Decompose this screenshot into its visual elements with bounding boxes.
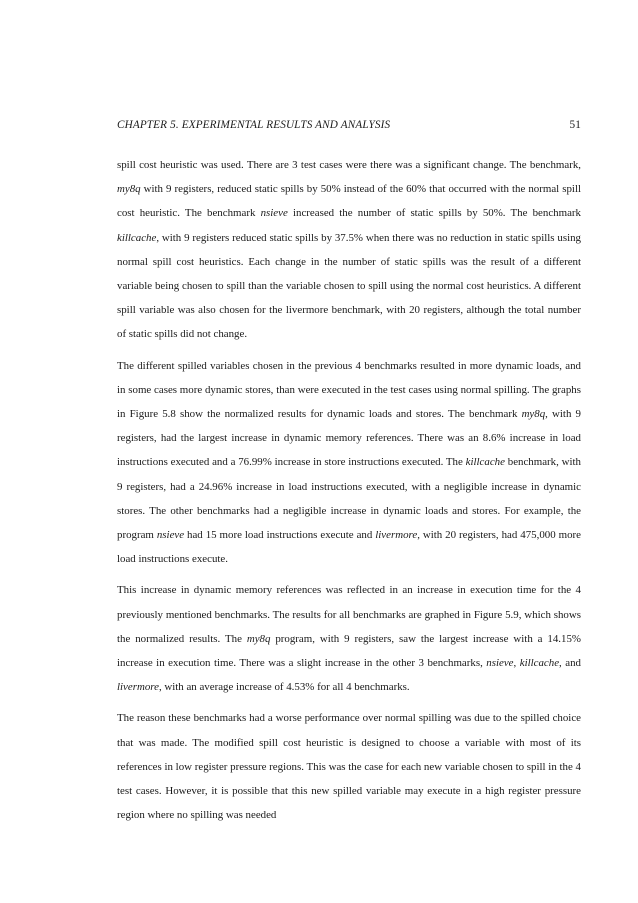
paragraph (117, 578, 581, 699)
benchmark-name: killcache (465, 456, 505, 469)
paragraph (117, 706, 581, 827)
text-run: , and (559, 657, 581, 670)
benchmark-name: my8q (117, 183, 141, 196)
benchmark-name: my8q (246, 632, 271, 645)
benchmark-name: killcache (519, 657, 560, 670)
text-run: benchmark, with 9 registers, had a 24.96% increase in load instructions executed, with a negligible increase in dynamic stores. The other benchmarks had a negligible increase in dynamic loads and stores. For example, the program (117, 456, 581, 542)
benchmark-name: nsieve (260, 207, 288, 220)
text-run: with 9 registers, reduced static spills by 50% instead of the 60% that occurred with the normal spill cost heuristic. The benchmark (117, 183, 581, 220)
benchmark-name: killcache (117, 231, 157, 244)
chapter-title: CHAPTER 5. EXPERIMENTAL RESULTS AND ANALYSIS (117, 119, 391, 131)
text-run: The different spilled variables chosen in the previous 4 benchmarks resulted in more dynamic loads, and in some cases more dynamic stores, than were executed in the test cases using normal spilling. The graphs in Figure 5.8 show the normalized results for dynamic loads and stores. The benchmark (117, 359, 581, 421)
text-run: , with 9 registers, had the largest increase in dynamic memory references. There was an 8.6% increase in load instructions executed and a 76.99% increase in store instructions executed. The (117, 408, 581, 469)
benchmark-name: nsieve (156, 529, 185, 542)
text-run: increased the number of static spills by 50%. The benchmark (287, 207, 581, 220)
paragraph (117, 153, 581, 347)
text-run: , with 9 registers reduced static spills by 37.5% when there was no reduction in static spills using normal spill cost heuristics. Each change in the number of static spills was the result of a different variable being chosen to spill than the variable chosen to spill using the normal cost heuristics. A different spill variable was also chosen for the livermore benchmark, with 20 registers, although the total number of static spills did not change. (117, 231, 581, 341)
benchmark-name: nsieve (486, 657, 514, 670)
benchmark-name: livermore (117, 681, 159, 694)
benchmark-name: livermore (375, 529, 418, 542)
text-run: program, with 9 registers, saw the largest increase with a 14.15% increase in execution time. There was a slight increase in the other 3 benchmarks, (117, 632, 581, 670)
body-text (117, 153, 581, 834)
text-run: , (513, 657, 520, 670)
text-run: , with 20 registers, had 475,000 more load instructions execute. (117, 529, 581, 566)
paragraph (117, 354, 581, 572)
text-run: spill cost heuristic was used. There are 3 test cases were there was a significant change. The benchmark, (117, 159, 581, 171)
text-run: , with an average increase of 4.53% for all 4 benchmarks. (158, 681, 410, 694)
page-number: 51 (569, 119, 581, 131)
benchmark-name: my8q (521, 408, 546, 421)
text-run: This increase in dynamic memory references was reflected in an increase in execution time for the 4 previously mentioned benchmarks. The results for all benchmarks are graphed in Figure 5.9, which shows the normalized results. The (117, 584, 581, 645)
text-run: The reason these benchmarks had a worse performance over normal spilling was due to the spilled choice that was made. The modified spill cost heuristic is designed to choose a variable with most of its references in low register pressure regions. This was the case for each new variable chosen to spill in the 4 test cases. However, it is possible that this new spilled variable may execute in a high register pressure region where no spilling was needed (117, 712, 581, 822)
text-run: had 15 more load instructions execute and (184, 529, 376, 542)
running-header (117, 119, 581, 131)
